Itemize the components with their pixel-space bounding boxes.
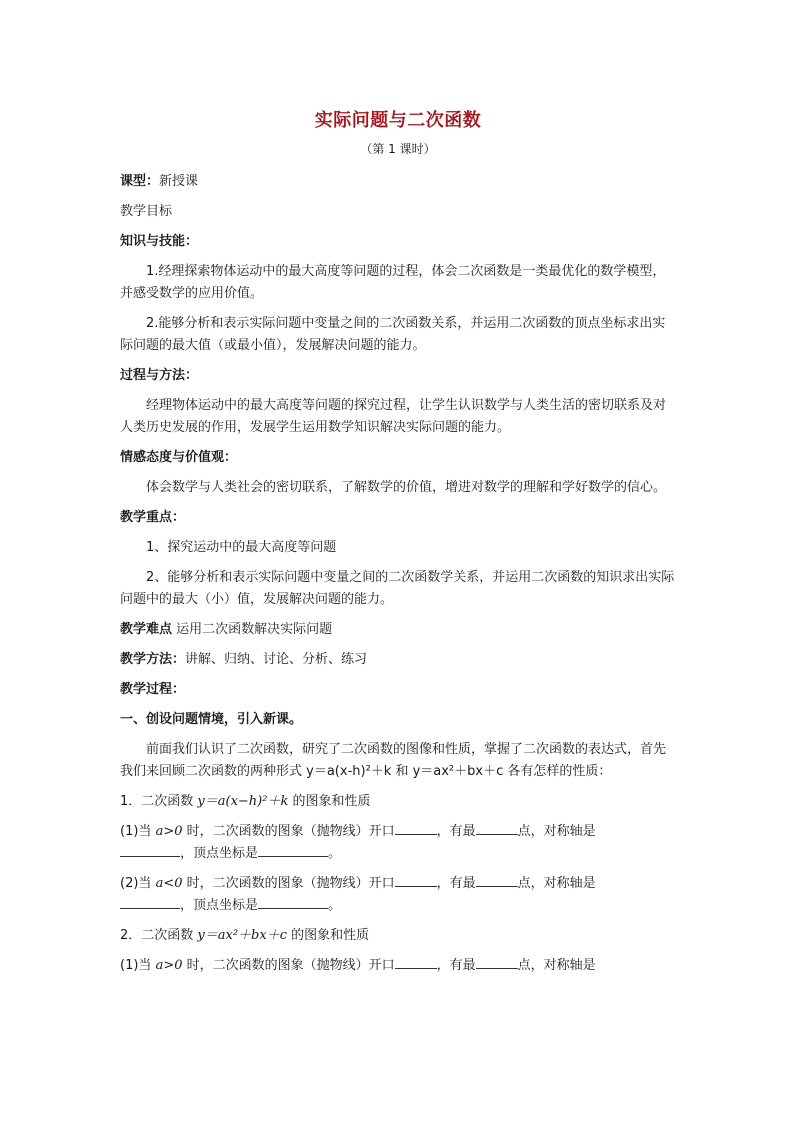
key-item-1: 1、探究运动中的最大高度等问题 xyxy=(146,540,337,555)
item2-formula: y＝ax²＋bx＋c xyxy=(197,928,287,943)
q1-blank-axis[interactable] xyxy=(120,843,180,857)
q2-blank-extreme[interactable] xyxy=(476,873,518,887)
emotion-text: 体会数学与人类社会的密切联系，了解数学的价值，增进对数学的理解和学好数学的信心。 xyxy=(146,480,667,495)
q1-period: 。 xyxy=(328,846,342,861)
q2-text-extreme: ，有最 xyxy=(436,876,476,891)
item1-formula: y＝a(x−h)²＋k xyxy=(197,794,289,809)
q3-condition: a>0 xyxy=(155,958,183,973)
item2-prefix: 2．二次函数 xyxy=(120,928,198,943)
knowledge-heading: 知识与技能： xyxy=(120,234,199,249)
process-text: 经理物体运动中的最大高度等问题的探究过程，让学生认识数学与人类生活的密切联系及对人类历史发展的作用，发展学生运用数学知识解决实际问题的能力。 xyxy=(120,398,667,435)
item2-suffix: 的图象和性质 xyxy=(286,928,370,943)
key-item-2: 2、能够分析和表示实际问题中变量之间的二次函数学关系，并运用二次函数的知识求出实际问题中的最大（小）值，发展解决问题的能力。 xyxy=(120,570,675,607)
course-type-label: 课型： xyxy=(120,174,160,189)
q2-blank-vertex[interactable] xyxy=(258,895,328,909)
q2-blank-opening[interactable] xyxy=(395,873,437,887)
q2-text: 时，二次函数的图象（抛物线）开口 xyxy=(182,876,395,891)
method xyxy=(120,649,676,671)
item1-title xyxy=(120,791,676,813)
q1-blank-opening[interactable] xyxy=(395,821,437,835)
q1-blank-extreme[interactable] xyxy=(476,821,518,835)
q3-blank-opening[interactable] xyxy=(395,955,437,969)
key-heading: 教学重点： xyxy=(120,510,186,525)
objectives-heading: 教学目标 xyxy=(120,204,173,219)
q1-text: 时，二次函数的图象（抛物线）开口 xyxy=(182,824,395,839)
item1-suffix: 的图象和性质 xyxy=(288,794,371,809)
q2-period: 。 xyxy=(328,898,342,913)
formula-vertex-form: y＝a(x-h)²＋k xyxy=(306,764,392,779)
question-3 xyxy=(120,955,676,977)
emotion-heading: 情感态度与价值观： xyxy=(120,450,238,465)
q3-blank-extreme[interactable] xyxy=(476,955,518,969)
item2-title xyxy=(120,925,676,947)
q2-condition: a<0 xyxy=(155,876,183,891)
q1-blank-vertex[interactable] xyxy=(258,843,328,857)
question-1 xyxy=(120,821,676,865)
difficulty-label: 教学难点 xyxy=(120,622,173,637)
knowledge-item-2: 2.能够分析和表示实际问题中变量之间的二次函数关系，并运用二次函数的顶点坐标求出实际问题的最大值（或最小值），发展解决问题的能力。 xyxy=(120,316,666,353)
item1-prefix: 1．二次函数 xyxy=(120,794,198,809)
q1-text-axis: 点，对称轴是 xyxy=(517,824,596,839)
method-label: 教学方法： xyxy=(120,652,186,667)
q3-text-axis: 点，对称轴是 xyxy=(517,958,596,973)
section1-intro-and: 和 xyxy=(391,764,413,779)
process-heading: 过程与方法： xyxy=(120,368,199,383)
document-content xyxy=(120,100,676,985)
q3-text-extreme: ，有最 xyxy=(436,958,476,973)
q1-text-extreme: ，有最 xyxy=(436,824,476,839)
document-subtitle: （第 1 课时） xyxy=(360,142,436,156)
q3-text: 时，二次函数的图象（抛物线）开口 xyxy=(182,958,395,973)
q2-text-axis: 点，对称轴是 xyxy=(517,876,596,891)
course-type-value: 新授课 xyxy=(159,174,199,189)
q2-text-vertex: ，顶点坐标是 xyxy=(180,898,259,913)
section1-heading: 一、创设问题情境，引入新课。 xyxy=(120,712,303,727)
q1-text-vertex: ，顶点坐标是 xyxy=(180,846,259,861)
q3-prefix: (1)当 xyxy=(120,958,156,973)
q1-condition: a>0 xyxy=(155,824,183,839)
section1-intro-text: 前面我们认识了二次函数，研究了二次函数的图像和性质，掌握了二次函数的表达式，首先我们来回顾二次函数的两种形式 xyxy=(120,742,667,779)
formula-general-form: y＝ax²＋bx＋c xyxy=(412,764,504,779)
q1-prefix: (1)当 xyxy=(120,824,156,839)
question-2 xyxy=(120,873,676,917)
course-type xyxy=(120,171,676,193)
q2-blank-axis[interactable] xyxy=(120,895,180,909)
section1-intro xyxy=(120,739,676,783)
procedure-heading: 教学过程： xyxy=(120,682,186,697)
document-title: 实际问题与二次函数 xyxy=(314,110,482,131)
knowledge-item-1: 1.经理探索物体运动中的最大高度等问题的过程，体会二次函数是一类最优化的数学模型，并感受数学的应用价值。 xyxy=(120,264,666,301)
q2-prefix: (2)当 xyxy=(120,876,156,891)
difficulty-value: 运用二次函数解决实际问题 xyxy=(176,622,333,637)
difficulty xyxy=(120,619,676,641)
method-value: 讲解、归纳、讨论、分析、练习 xyxy=(185,652,368,667)
section1-intro-end: 各有怎样的性质： xyxy=(503,764,612,779)
